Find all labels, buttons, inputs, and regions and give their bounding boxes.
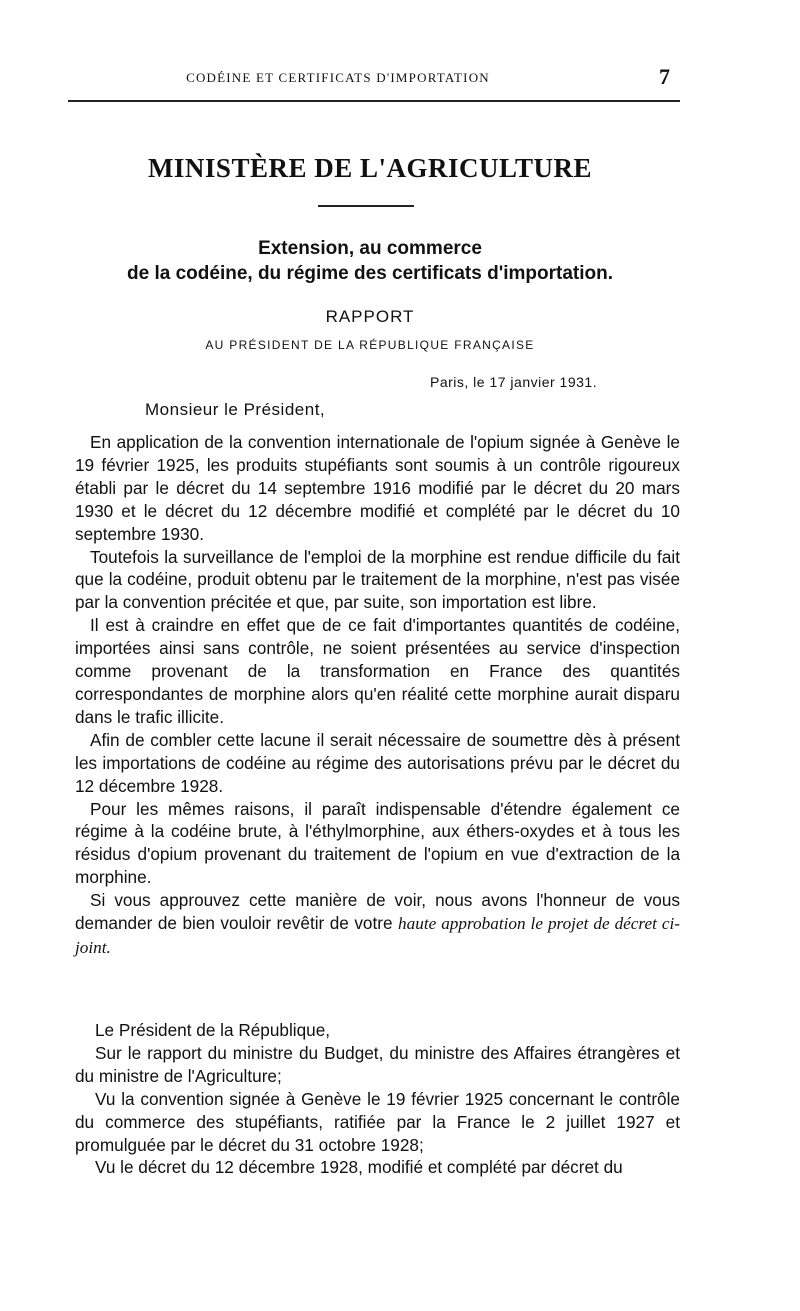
subtitle-line-2: de la codéine, du régime des certificats d'importation.	[127, 263, 613, 284]
page-number: 7	[659, 64, 670, 89]
ministry-title: MINISTÈRE DE L'AGRICULTURE	[147, 153, 593, 183]
closing-italic-text: haute approbation le projet de décret ci-joint.	[75, 914, 681, 957]
addressee-line: AU PRÉSIDENT DE LA RÉPUBLIQUE FRANÇAISE	[205, 338, 535, 352]
decree-paragraph: Le Président de la République,	[95, 1020, 331, 1040]
title-rule	[318, 205, 414, 207]
running-title: CODÉINE ET CERTIFICATS D'IMPORTATION	[186, 70, 490, 85]
report-paragraph: En application de la convention internationale de l'opium signée à Genève le 19 février 1925, les produits stupéfiants sont soumis à un contrôle rigoureux établi par le décret du 14 septembre 1916 modifié par le décret du 20 mars 1930 et le décret du 12 décembre modifié et complété par le décret du 10 septembre 1930.	[75, 432, 680, 544]
report-paragraph: Il est à craindre en effet que de ce fait d'importantes quantités de codéine, importées ainsi sans contrôle, ne soient présentées au service d'inspection comme provenant de la transformation en France des quantités correspondantes de morphine alors qu'en réalité cette morphine aurait disparu dans le trafic illicite.	[75, 615, 680, 727]
report-paragraph: Pour les mêmes raisons, il paraît indispensable d'étendre également ce régime à la codéine brute, à l'éthylmorphine, aux éthers-oxydes et à tous les résidus d'opium provenant du traitement de l'opium en vue d'extraction de la morphine.	[75, 798, 680, 888]
decree-paragraph: Sur le rapport du ministre du Budget, du ministre des Affaires étrangères et du ministre de l'Agriculture;	[75, 1042, 680, 1086]
subtitle-line-1: Extension, au commerce	[258, 238, 482, 259]
running-head	[68, 62, 680, 92]
decree-paragraph: Vu la convention signée à Genève le 19 février 1925 concernant le contrôle du commerce des stupéfiants, ratifiée par la France le 2 juillet 1927 et promulguée par le décret du 31 octobre 1928;	[75, 1088, 680, 1155]
report-body	[75, 431, 680, 960]
decree-body	[75, 1019, 680, 1179]
closing-paragraph	[75, 889, 680, 960]
decree-paragraph: Vu le décret du 12 décembre 1928, modifié et complété par décret du	[95, 1157, 623, 1178]
salutation: Monsieur le Président,	[145, 400, 326, 419]
report-paragraph: Afin de combler cette lacune il serait nécessaire de soumettre dès à présent les importations de codéine au régime des autorisations prévu par le décret du 12 décembre 1928.	[75, 729, 680, 796]
report-paragraph: Toutefois la surveillance de l'emploi de la morphine est rendue difficile du fait que la codéine, produit obtenu par le traitement de la morphine, n'est pas visée par la convention précitée et que, par suite, son importation est libre.	[75, 546, 680, 613]
header-rule	[68, 100, 680, 102]
letter-date: Paris, le 17 janvier 1931.	[430, 374, 598, 390]
closing-text: Si vous approuvez cette manière de voir, nous avons l'honneur de vous demander de bien vouloir revêtir de votre	[75, 890, 680, 934]
rapport-heading: RAPPORT	[325, 307, 415, 326]
